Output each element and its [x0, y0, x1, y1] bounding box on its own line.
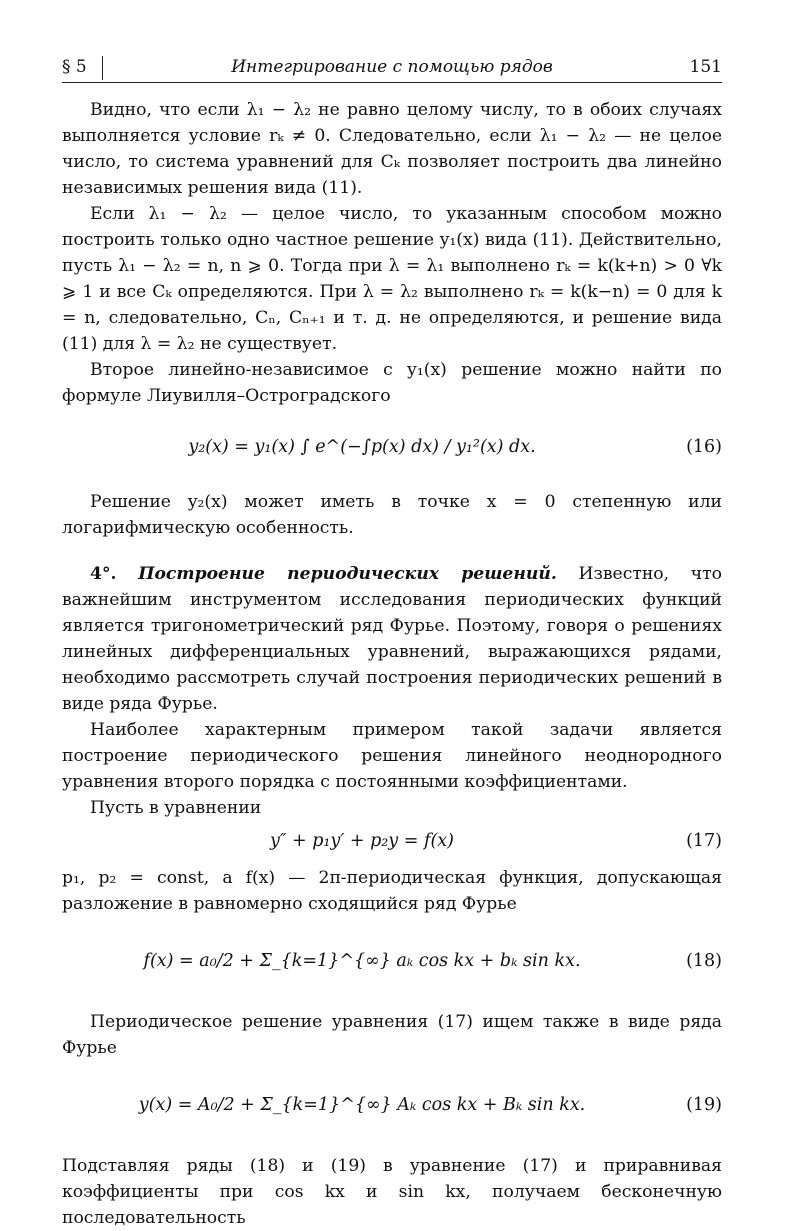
equation-17 — [62, 821, 722, 865]
header-title: Интегрирование с помощью рядов — [231, 57, 553, 77]
section-4-paragraph — [62, 561, 722, 717]
paragraph-const: p₁, p₂ = const, а f(x) — 2π-периодическая функция, допускающая разложение в равномерно сходящийся ряд Фурье — [62, 868, 722, 914]
page — [62, 52, 722, 1231]
equation-19-formula: y(x) = A₀/2 + Σ_{k=1}^{∞} Aₖ cos kx + Bₖ sin kx. — [138, 1095, 586, 1115]
paragraph-typical-example: Наиболее характерным примером такой задачи является построение периодического решения линейного неоднородного уравнения второго порядка с постоянными коэффициентами. — [62, 720, 722, 792]
section-4-number: 4°. — [90, 564, 117, 584]
equation-16-formula: y₂(x) = y₁(x) ∫ e^(−∫p(x) dx) / y₁²(x) dx. — [188, 437, 536, 457]
equation-19 — [62, 1061, 722, 1153]
equation-18-formula: f(x) = a₀/2 + Σ_{k=1}^{∞} aₖ cos kx + bₖ sin kx. — [143, 951, 581, 971]
paragraph-2: Если λ₁ − λ₂ — целое число, то указанным способом можно построить только одно частное решение y₁(x) вида (11). Действительно, пусть λ₁ − λ₂ = n, n ⩾ 0. Тогда при λ = λ₁ выполнено rₖ = k(k+n) > 0 ∀k ⩾ 1 и все Cₖ определяются. При λ = λ₂ выполнено rₖ = k(k−n) = 0 для k = n, следовательно, Cₙ, Cₙ₊₁ и т. д. не определяются, и решение вида (11) для λ = λ₂ не существует. — [62, 204, 722, 354]
equation-17-formula: y″ + p₁y′ + p₂y = f(x) — [270, 831, 454, 851]
paragraph-3: Второе линейно-независимое с y₁(x) решение можно найти по формуле Лиувилля–Остроградского — [62, 360, 722, 406]
section-4-heading: Построение периодических решений. — [138, 564, 557, 584]
equation-16 — [62, 409, 722, 489]
section-4-text: Известно, что важнейшим инструментом исследования периодических функций является тригонометрический ряд Фурье. Поэтому, говоря о решениях линейных дифференциальных уравнений, выражающихся рядами, необходимо рассмотреть случай построения периодических решений в виде ряда Фурье. — [62, 564, 722, 714]
equation-17-number: (17) — [686, 831, 722, 851]
equation-18 — [62, 917, 722, 1009]
paragraph-last: Подставляя ряды (18) и (19) в уравнение (17) и приравнивая коэффициенты при cos kx и sin kx, получаем бесконечную последовательность — [62, 1156, 722, 1228]
running-header — [62, 52, 722, 83]
paragraph-let: Пусть в уравнении — [90, 798, 262, 818]
paragraph-periodic: Периодическое решение уравнения (17) ищем также в виде ряда Фурье — [62, 1012, 722, 1058]
paragraph-after-16: Решение y₂(x) может иметь в точке x = 0 степенную или логарифмическую особенность. — [62, 492, 722, 538]
paragraph-1: Видно, что если λ₁ − λ₂ не равно целому числу, то в обоих случаях выполняется условие rₖ ≠ 0. Следовательно, если λ₁ − λ₂ — не целое число, то система уравнений для Cₖ позволяет построить два линейно независимых решения вида (11). — [62, 100, 722, 198]
section-mark: § 5 — [62, 57, 87, 77]
equation-16-number: (16) — [686, 437, 722, 457]
equation-19-number: (19) — [686, 1095, 722, 1115]
equation-18-number: (18) — [686, 951, 722, 971]
page-number: 151 — [689, 57, 722, 77]
